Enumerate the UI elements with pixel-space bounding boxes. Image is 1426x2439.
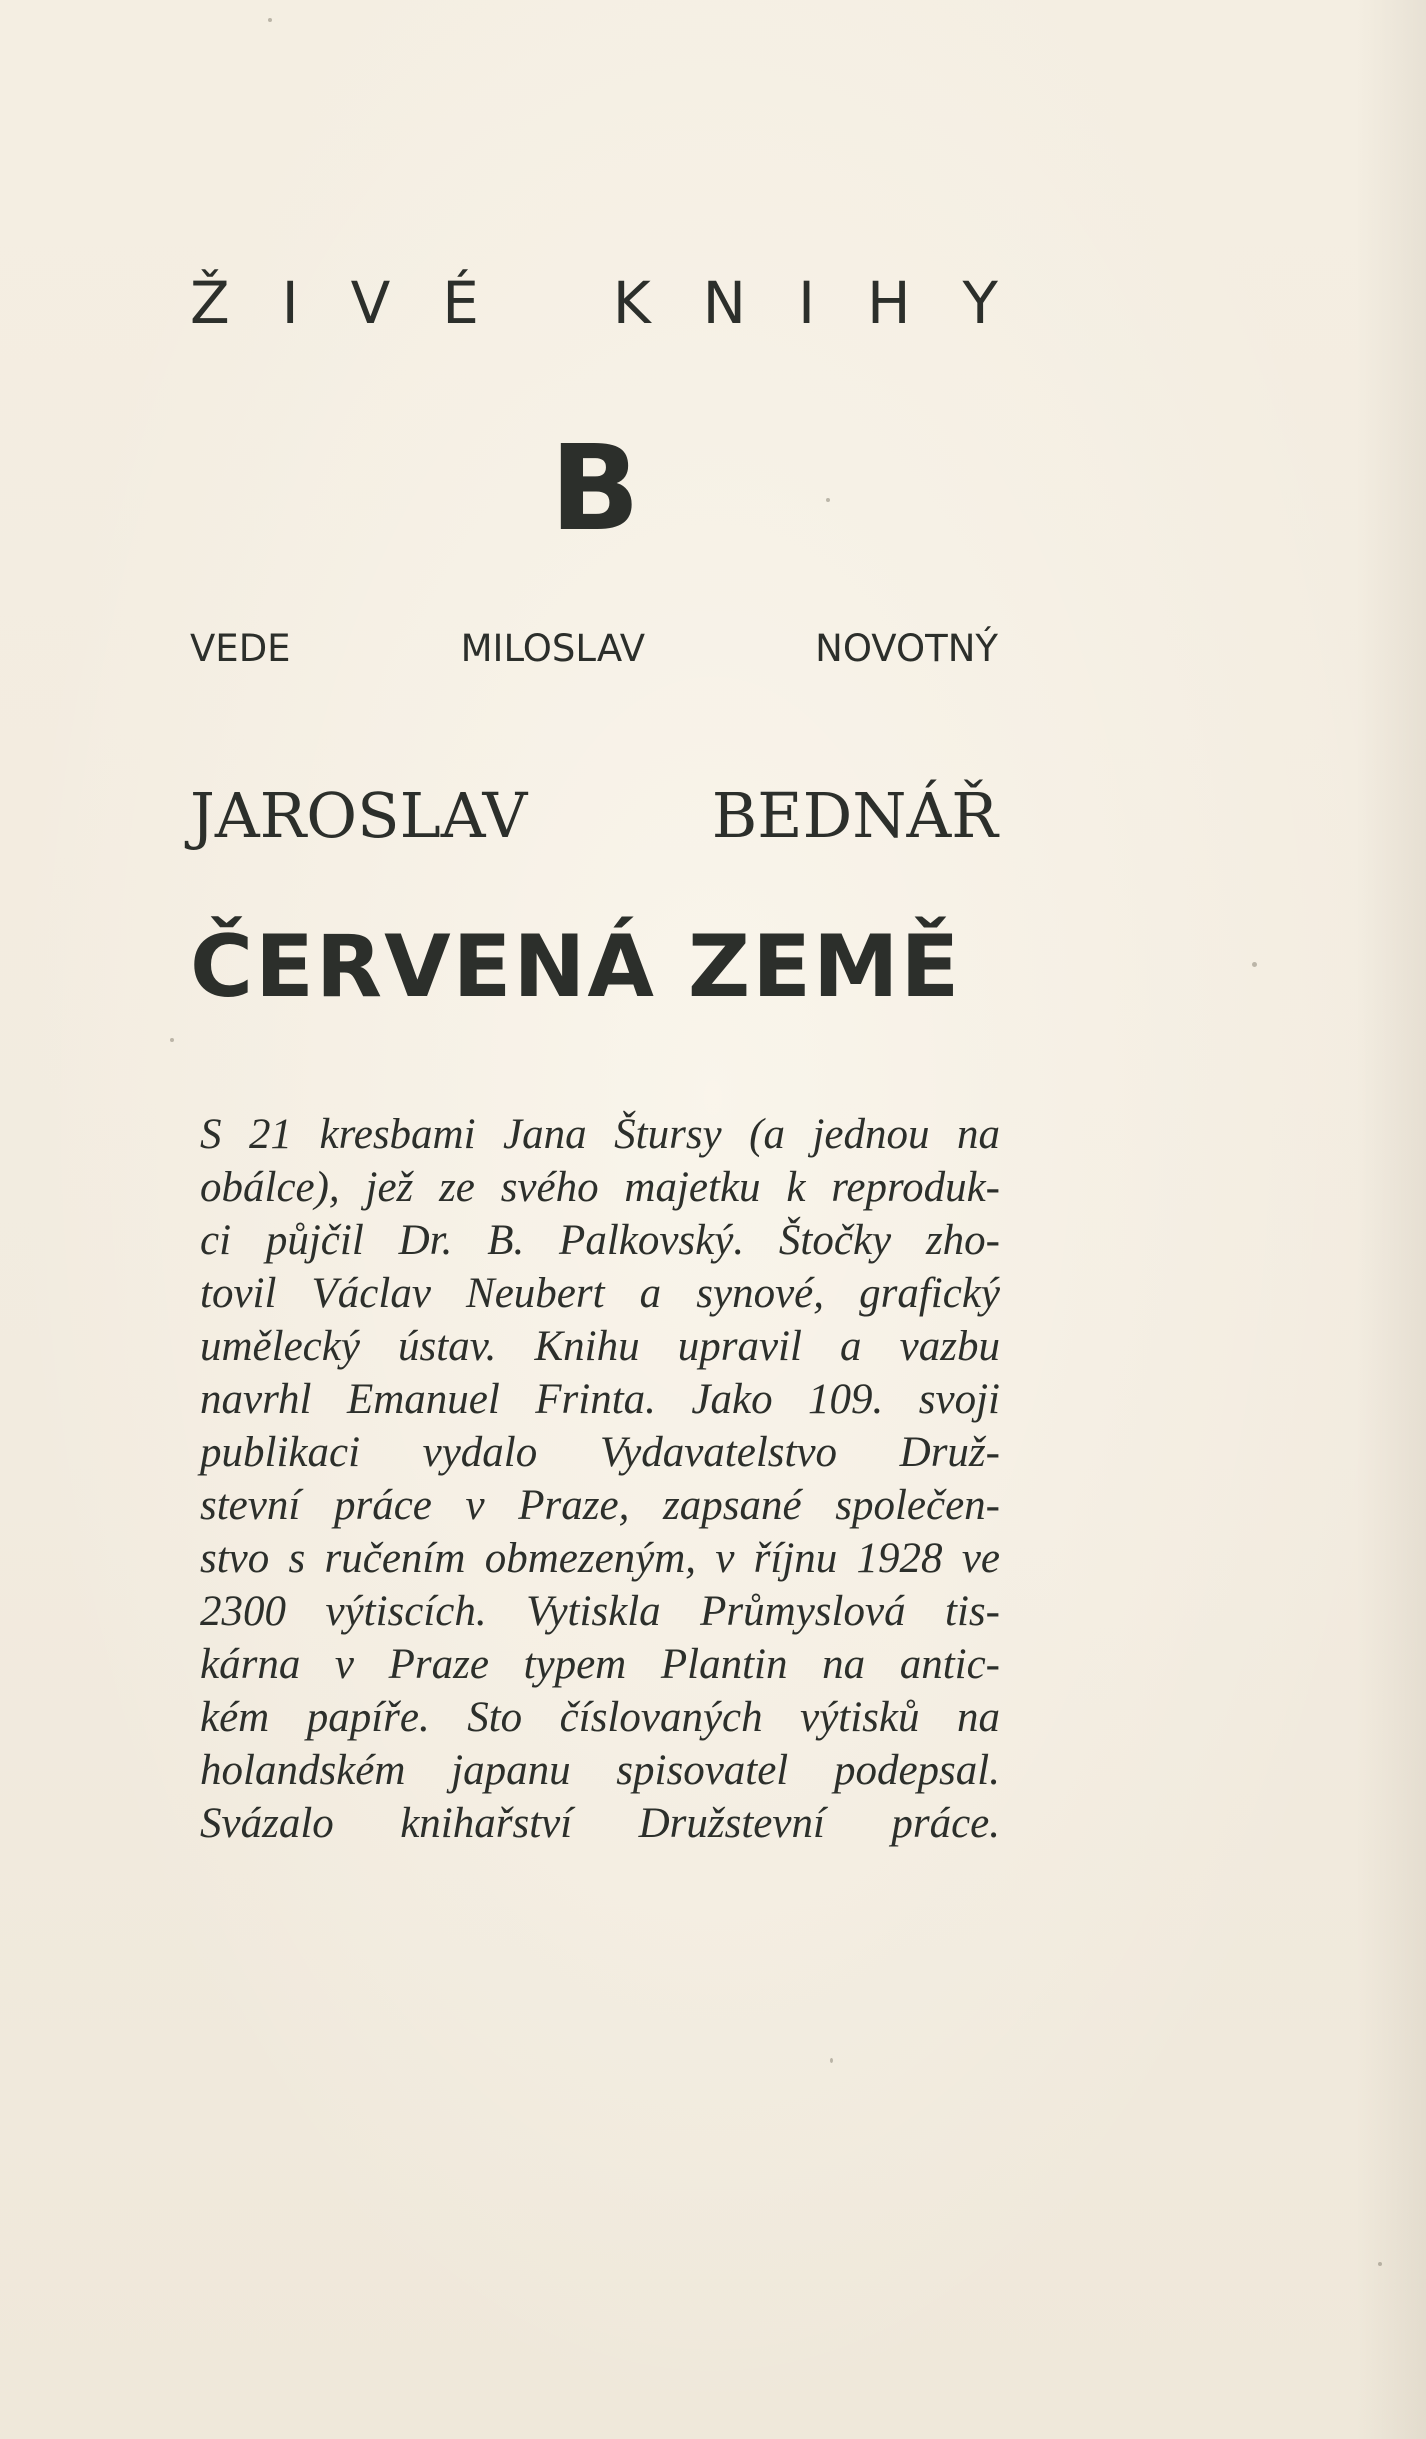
series-letter: B xyxy=(550,419,640,557)
colophon-line: stevní práce v Praze, zapsané společen- xyxy=(200,1482,1000,1529)
colophon-line: 2300 výtiscích. Vytiskla Průmyslová tis- xyxy=(200,1588,1000,1635)
colophon-line: tovil Václav Neubert a synové, grafický xyxy=(200,1270,1000,1317)
editor-word: VEDE xyxy=(190,627,291,670)
series-title-letter: V xyxy=(350,269,391,337)
colophon-line: obálce), jež ze svého majetku k reproduk- xyxy=(200,1164,1000,1211)
series-title-letter: H xyxy=(866,269,911,337)
colophon-line: ci půjčil Dr. B. Palkovský. Štočky zho- xyxy=(200,1217,1000,1264)
series-title-letter: Y xyxy=(962,269,998,337)
series-title-letter: I xyxy=(797,269,816,337)
paper-speck xyxy=(1378,2262,1382,2266)
author-name xyxy=(190,778,998,854)
colophon-line: kárna v Praze typem Plantin na antic- xyxy=(200,1641,1000,1688)
series-title-letter: É xyxy=(442,269,479,337)
colophon-line: stvo s ručením obmezeným, v říjnu 1928 ve xyxy=(200,1535,1000,1582)
colophon-line: publikaci vydalo Vydavatelstvo Druž- xyxy=(200,1429,1000,1476)
colophon xyxy=(200,1108,1000,1850)
author-last-name: BEDNÁŘ xyxy=(711,779,998,852)
series-title-word-gap xyxy=(531,268,561,338)
series-title-letter: I xyxy=(281,269,299,337)
series-title xyxy=(190,268,998,338)
colophon-line: kém papíře. Sto číslovaných výtisků na xyxy=(200,1694,1000,1741)
book-title: ČERVENÁ ZEMĚ xyxy=(190,917,962,1017)
paper-speck xyxy=(826,498,830,502)
colophon-line: Svázalo knihařství Družstevní práce. xyxy=(200,1800,1000,1847)
paper-speck xyxy=(830,2058,833,2063)
series-title-letter: K xyxy=(612,269,651,337)
colophon-line: umělecký ústav. Knihu upravil a vazbu xyxy=(200,1323,1000,1370)
series-title-letter: Ž xyxy=(190,269,230,337)
author-first-name: JAROSLAV xyxy=(190,779,528,852)
colophon-line: S 21 kresbami Jana Štursy (a jednou na xyxy=(200,1111,1000,1158)
colophon-line: navrhl Emanuel Frinta. Jako 109. svoji xyxy=(200,1376,1000,1423)
paper-speck xyxy=(170,1038,174,1042)
editor-word: NOVOTNÝ xyxy=(815,627,998,670)
paper-speck xyxy=(268,18,272,22)
colophon-line: holandském japanu spisovatel podepsal. xyxy=(200,1747,1000,1794)
editor-line xyxy=(190,626,998,672)
paper-speck xyxy=(1252,962,1257,967)
series-title-letter: N xyxy=(702,269,747,337)
editor-word: MILOSLAV xyxy=(460,627,646,670)
